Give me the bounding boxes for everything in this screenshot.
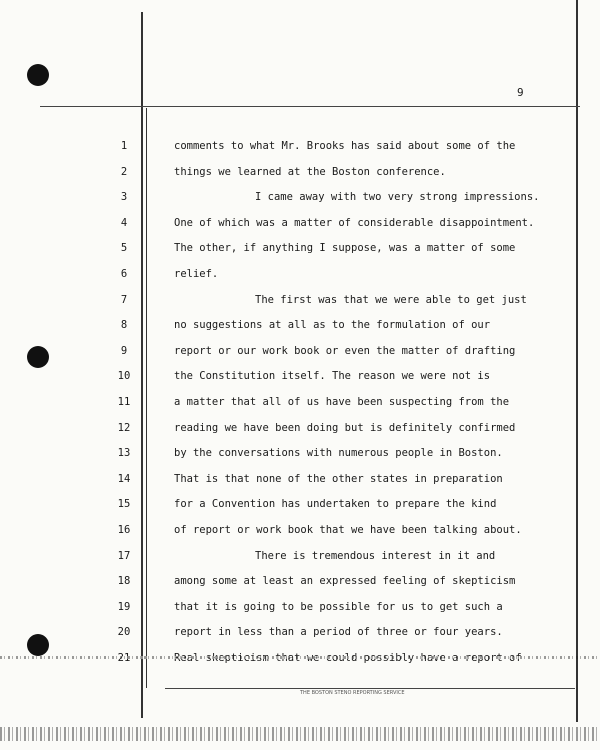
line-number: 17 [117, 549, 131, 562]
line-number: 15 [117, 498, 131, 511]
transcript-line [0, 369, 600, 395]
transcript-line [0, 344, 600, 370]
line-number: 19 [117, 600, 131, 613]
transcript-line [0, 497, 600, 523]
transcript-line [0, 549, 600, 575]
transcript-line [0, 190, 600, 216]
line-number: 14 [117, 472, 131, 485]
line-number: 13 [117, 447, 131, 460]
line-text: things we learned at the Boston conference. [174, 165, 446, 178]
line-number: 3 [120, 191, 128, 204]
transcript-line [0, 216, 600, 242]
line-number: 5 [120, 242, 128, 255]
transcript-line [0, 395, 600, 421]
line-text: by the conversations with numerous people in Boston. [174, 447, 503, 460]
line-number: 1 [120, 140, 128, 152]
transcript-line [0, 523, 600, 549]
line-number: 6 [120, 268, 128, 280]
transcript-line [0, 446, 600, 472]
line-number: 21 [117, 652, 131, 664]
line-number: 18 [117, 575, 131, 588]
line-text: a matter that all of us have been suspecting from the [174, 396, 510, 408]
transcript-line [0, 165, 600, 191]
line-text: of report or work book that we have been talking about. [174, 524, 522, 536]
line-number: 11 [117, 396, 131, 408]
transcript-line [0, 472, 600, 498]
line-text: report in less than a period of three or four years. [174, 626, 503, 639]
transcript-line [0, 574, 600, 600]
line-text: among some at least an expressed feeling of skepticism [174, 575, 516, 588]
line-text: that it is going to be possible for us to get such a [174, 600, 503, 613]
line-text: relief. [174, 268, 219, 280]
line-text: for a Convention has undertaken to prepare the kind [174, 498, 497, 511]
line-text: One of which was a matter of considerable disappointment. [174, 216, 535, 229]
transcript-line [0, 625, 600, 651]
line-number: 2 [120, 165, 128, 178]
line-number: 20 [117, 626, 131, 639]
line-text: comments to what Mr. Brooks has said about some of the [174, 140, 516, 152]
line-text: The first was that we were able to get just [255, 293, 527, 306]
transcript-line [0, 651, 600, 677]
line-text: reading we have been doing but is definitely confirmed [174, 421, 516, 434]
line-text: the Constitution itself. The reason we were not is [174, 370, 491, 383]
header-rule [40, 106, 580, 107]
binder-hole-top [27, 64, 49, 86]
line-text: That is that none of the other states in preparation [174, 472, 503, 485]
transcript-line [0, 421, 600, 447]
transcript-line [0, 267, 600, 293]
transcript-line [0, 600, 600, 626]
line-number: 9 [120, 344, 128, 357]
line-text: no suggestions at all as to the formulation of our [174, 319, 491, 332]
line-number: 16 [117, 524, 131, 536]
line-text: Real skepticism that we could possibly have a report of [174, 652, 522, 664]
transcript-line [0, 139, 600, 165]
line-text: The other, if anything I suppose, was a matter of some [174, 242, 516, 255]
line-number: 8 [120, 319, 128, 332]
line-number: 7 [120, 293, 128, 306]
transcript-line [0, 318, 600, 344]
line-text: I came away with two very strong impressions. [255, 191, 540, 204]
line-number: 10 [117, 370, 131, 383]
scan-artifact-top [0, 656, 600, 659]
line-text: report or our work book or even the matter of drafting [174, 344, 516, 357]
line-text: There is tremendous interest in it and [255, 549, 496, 562]
footer-company: THE BOSTON STENO REPORTING SERVICE [300, 690, 405, 696]
line-number: 4 [120, 216, 128, 229]
transcript-line [0, 293, 600, 319]
footer-rule [165, 688, 575, 689]
transcript-line [0, 241, 600, 267]
line-number: 12 [117, 421, 131, 434]
page-number: 9 [517, 86, 524, 99]
scan-artifact-bottom [0, 727, 600, 741]
